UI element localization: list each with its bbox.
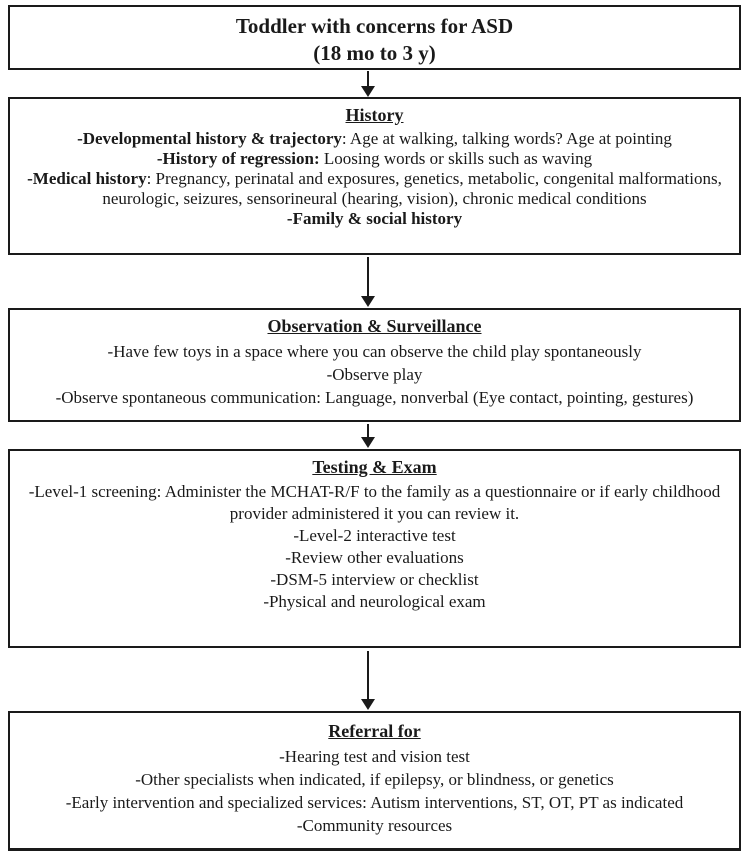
history-content — [10, 129, 739, 229]
history-item-text: : Age at walking, talking words? Age at pointing — [341, 129, 672, 148]
referral-content — [10, 745, 739, 837]
flow-arrow-history-to-observation — [361, 257, 375, 307]
observation-item: -Observe play — [326, 365, 423, 384]
history-item-lead: -Medical history — [27, 169, 147, 188]
arrow-shaft — [367, 424, 369, 437]
history-item — [10, 169, 739, 209]
observation-item: -Observe spontaneous communication: Language, nonverbal (Eye contact, pointing, gestures) — [55, 388, 694, 407]
arrowhead-down-icon — [361, 699, 375, 710]
history-item-lead: -Developmental history & trajectory — [77, 129, 342, 148]
history-box — [8, 97, 741, 255]
flow-arrow-testing-to-referral — [361, 651, 375, 710]
history-item-lead: -History of regression: — [156, 149, 320, 168]
testing-box — [8, 449, 741, 648]
referral-item: -Early intervention and specialized services: Autism interventions, ST, OT, PT as indicated — [65, 793, 684, 812]
history-item — [10, 209, 739, 229]
referral-box — [8, 711, 741, 851]
arrow-shaft — [367, 651, 369, 699]
referral-item: -Hearing test and vision test — [279, 747, 470, 766]
flow-arrow-observation-to-testing — [361, 424, 375, 448]
referral-heading: Referral for — [328, 721, 421, 741]
arrow-shaft — [367, 257, 369, 296]
history-item-text: Loosing words or skills such as waving — [319, 149, 593, 168]
testing-content — [10, 481, 739, 613]
arrowhead-down-icon — [361, 86, 375, 97]
history-item — [10, 129, 739, 149]
arrowhead-down-icon — [361, 437, 375, 448]
testing-item: -DSM-5 interview or checklist — [270, 570, 479, 589]
observation-box — [8, 308, 741, 422]
testing-heading: Testing & Exam — [312, 457, 437, 477]
history-item — [10, 149, 739, 169]
testing-item: -Level-1 screening: Administer the MCHAT-R/F to the family as a questionnaire or if early childhood provider administered it you can review it. — [28, 482, 721, 523]
title-box — [8, 5, 741, 70]
observation-content — [10, 340, 739, 409]
arrow-shaft — [367, 71, 369, 86]
referral-item: -Other specialists when indicated, if epilepsy, or blindness, or genetics — [135, 770, 614, 789]
flow-arrow-title-to-history — [361, 71, 375, 97]
history-item-text: : Pregnancy, perinatal and exposures, genetics, metabolic, congenital malformations, neurologic, seizures, sensorineural (hearing, vision), chronic medical conditions — [102, 169, 722, 208]
title-line-1: Toddler with concerns for ASD — [235, 14, 514, 38]
testing-item: -Review other evaluations — [285, 548, 464, 567]
observation-heading: Observation & Surveillance — [267, 316, 482, 336]
referral-item: -Community resources — [296, 816, 453, 835]
arrowhead-down-icon — [361, 296, 375, 307]
testing-item: -Physical and neurological exam — [263, 592, 486, 611]
history-heading: History — [345, 105, 404, 125]
history-item-lead: -Family & social history — [286, 209, 463, 228]
observation-item: -Have few toys in a space where you can observe the child play spontaneously — [107, 342, 642, 361]
testing-item: -Level-2 interactive test — [293, 526, 456, 545]
title-line-2: (18 mo to 3 y) — [313, 41, 436, 65]
